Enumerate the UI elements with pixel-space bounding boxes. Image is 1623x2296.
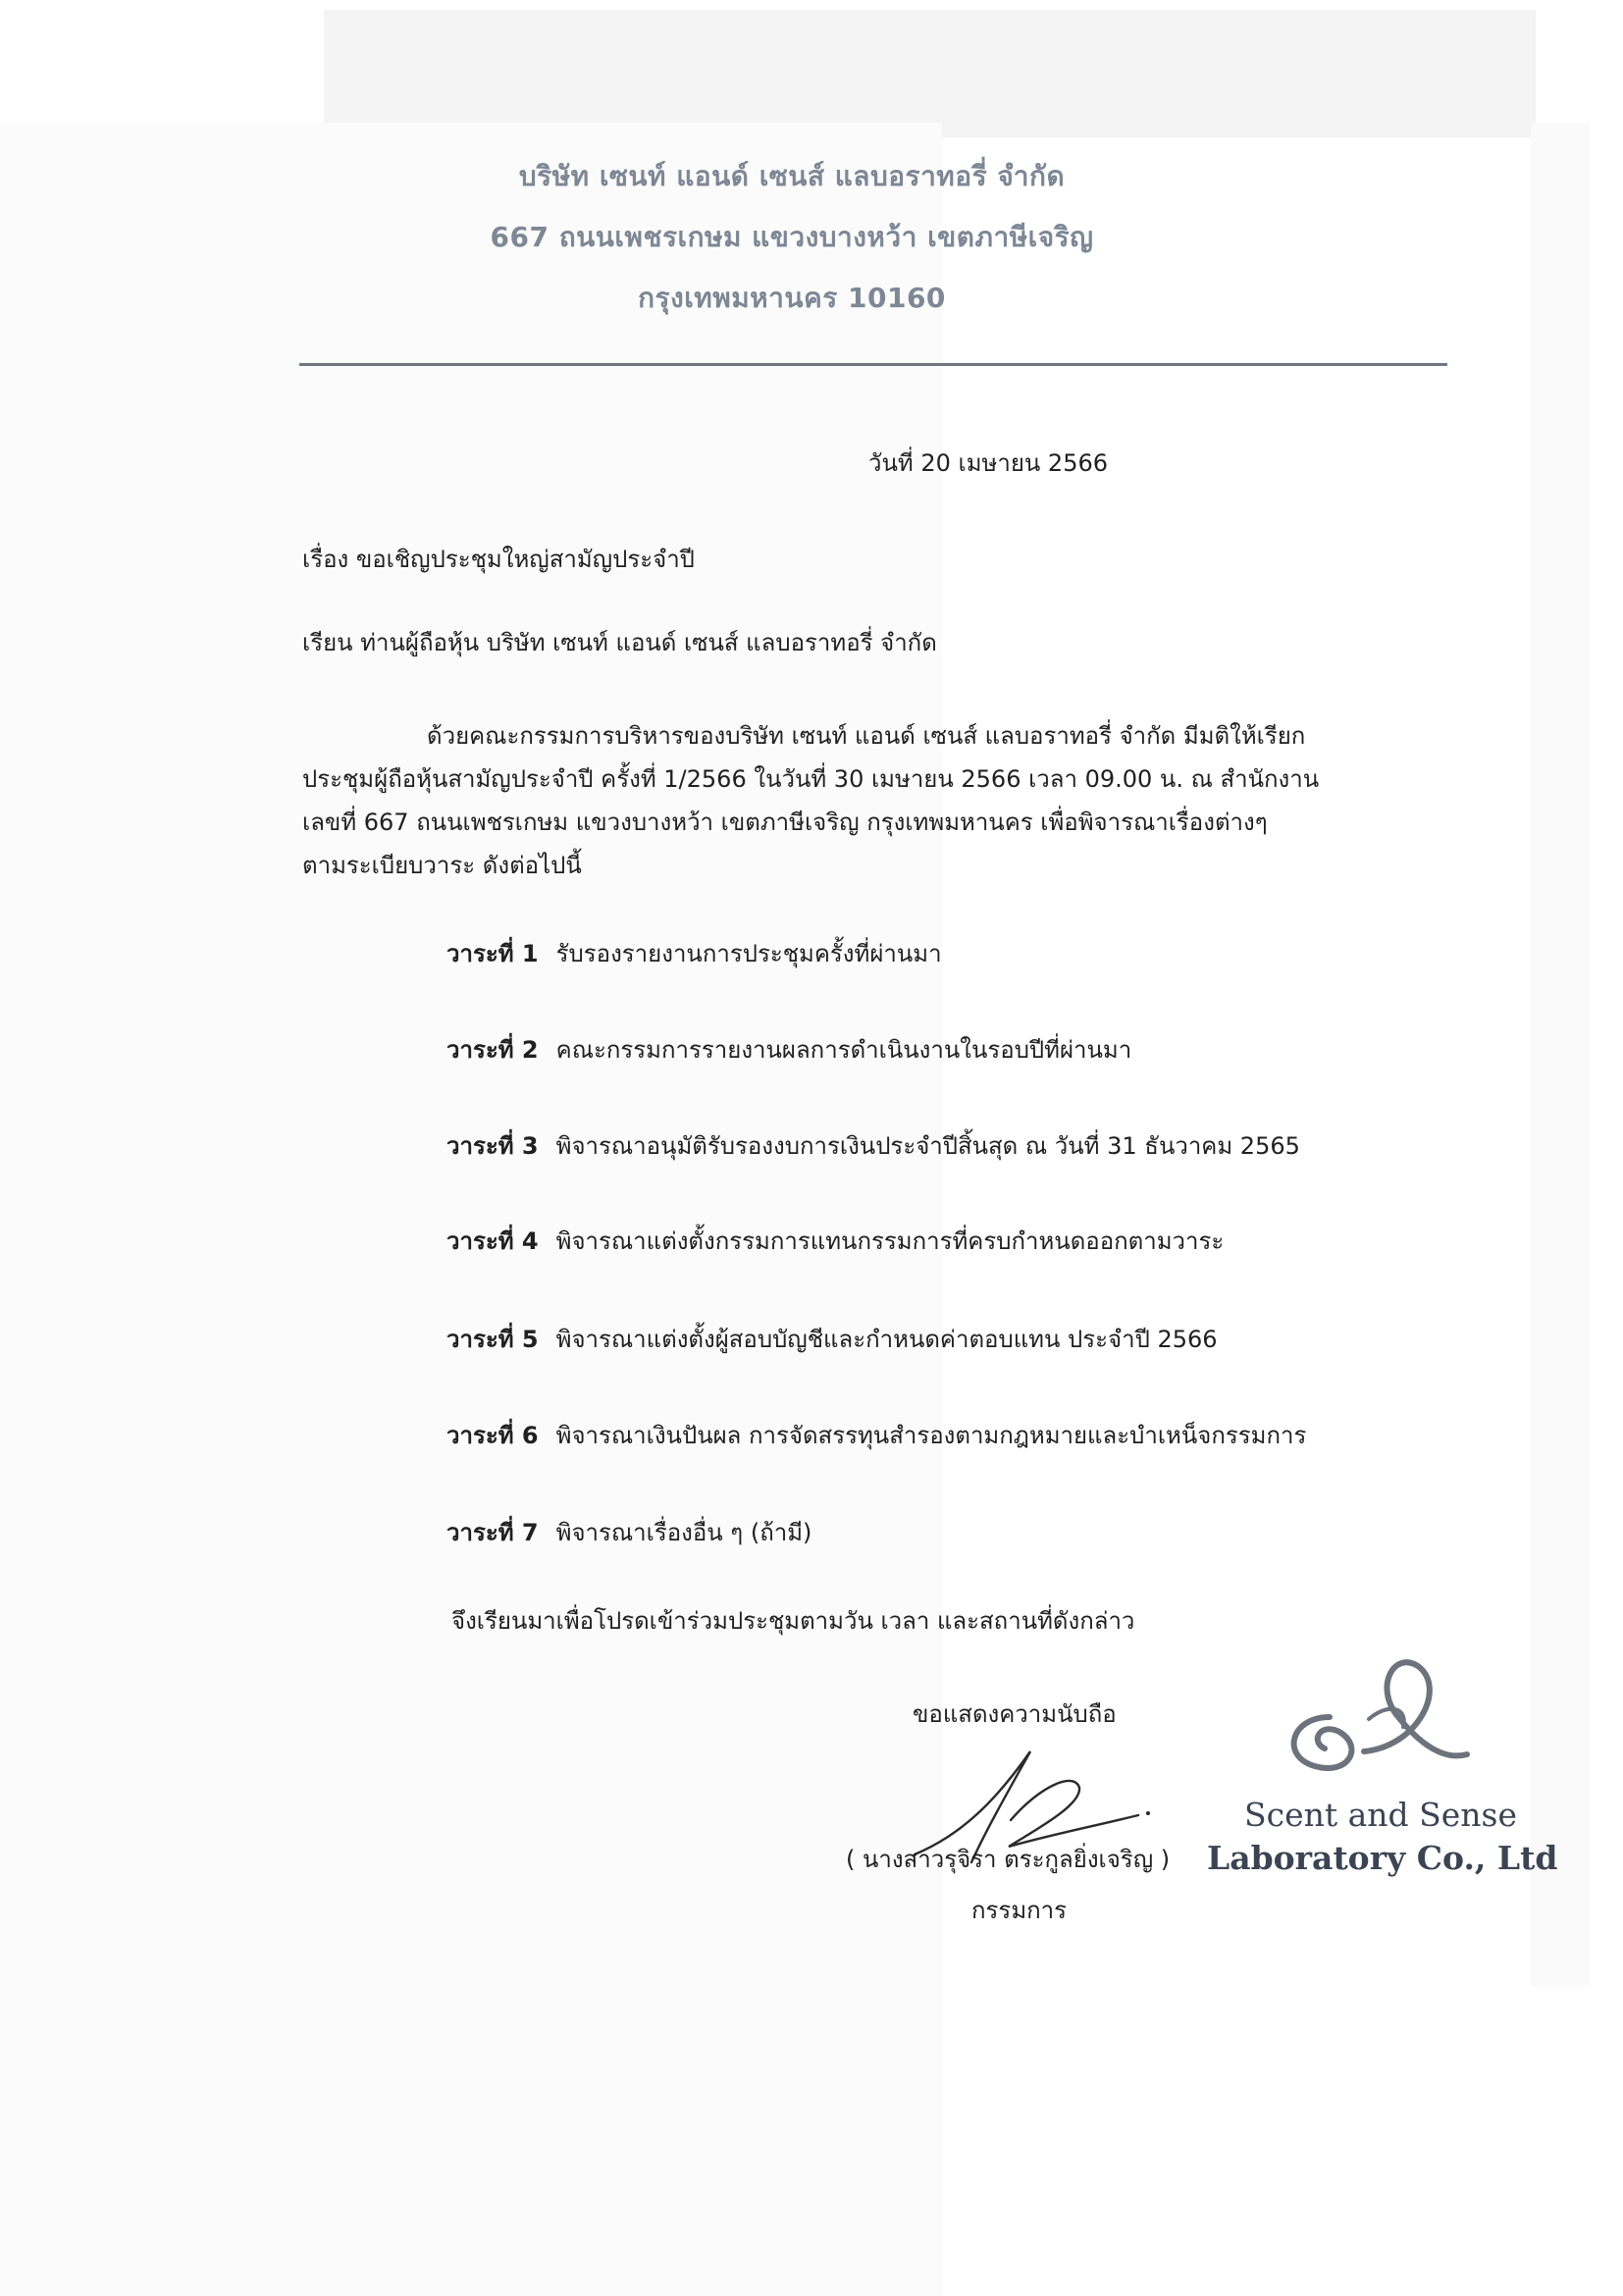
letterhead-city: กรุงเทพมหานคร 10160 bbox=[638, 282, 946, 314]
agenda-item-1 bbox=[446, 934, 942, 972]
body-line: ประชุมผู้ถือหุ้นสามัญประจำปี ครั้งที่ 1/2566 ในวันที่ 30 เมษายน 2566 เวลา 09.00 น. ณ สำนักงาน bbox=[302, 765, 1320, 793]
letter-subject: เรื่อง ขอเชิญประชุมใหญ่สามัญประจำปี bbox=[302, 546, 695, 573]
letterhead-address: 667 ถนนเพชรเกษม แขวงบางหว้า เขตภาษีเจริญ bbox=[490, 221, 1094, 253]
company-logo-icon bbox=[1271, 1648, 1477, 1796]
letter-date: วันที่ 20 เมษายน 2566 bbox=[868, 449, 1108, 477]
scan-shade-right bbox=[1531, 123, 1590, 1987]
seal-company-suffix: Laboratory Co., Ltd bbox=[1207, 1839, 1558, 1877]
body-line: เลขที่ 667 ถนนเพชรเกษม แขวงบางหว้า เขตภาษีเจริญ กรุงเทพมหานคร เพื่อพิจารณาเรื่องต่างๆ bbox=[302, 809, 1268, 836]
agenda-text: รับรองรายงานการประชุมครั้งที่ผ่านมา bbox=[555, 940, 942, 967]
agenda-label: วาระที่ 7 bbox=[446, 1519, 539, 1546]
scan-shade-top bbox=[324, 10, 1536, 137]
agenda-text: พิจารณาเงินปันผล การจัดสรรทุนสำรองตามกฎหมายและบำเหน็จกรรมการ bbox=[555, 1422, 1307, 1449]
agenda-label: วาระที่ 4 bbox=[446, 1227, 539, 1255]
agenda-item-4 bbox=[446, 1222, 1224, 1260]
letter-closing: จึงเรียนมาเพื่อโปรดเข้าร่วมประชุมตามวัน เวลา และสถานที่ดังกล่าว bbox=[451, 1607, 1135, 1635]
agenda-label: วาระที่ 3 bbox=[446, 1132, 539, 1160]
agenda-item-6 bbox=[446, 1416, 1306, 1454]
agenda-item-2 bbox=[446, 1030, 1131, 1069]
agenda-item-5 bbox=[446, 1320, 1218, 1358]
agenda-text: พิจารณาเรื่องอื่น ๆ (ถ้ามี) bbox=[555, 1519, 812, 1546]
company-seal bbox=[1207, 1648, 1558, 1894]
letter-body bbox=[302, 714, 1382, 887]
letter-regards: ขอแสดงความนับถือ bbox=[913, 1700, 1117, 1728]
letterhead-divider bbox=[299, 363, 1447, 366]
scan-shade-left bbox=[0, 123, 942, 2296]
agenda-text: พิจารณาแต่งตั้งผู้สอบบัญชีและกำหนดค่าตอบแทน ประจำปี 2566 bbox=[555, 1326, 1218, 1353]
agenda-item-7 bbox=[446, 1513, 812, 1551]
letterhead-company: บริษัท เซนท์ แอนด์ เซนส์ แลบอราทอรี่ จำกัด bbox=[518, 160, 1066, 192]
agenda-label: วาระที่ 1 bbox=[446, 940, 539, 967]
agenda-item-3 bbox=[446, 1126, 1300, 1165]
letter-recipient: เรียน ท่านผู้ถือหุ้น บริษัท เซนท์ แอนด์ เซนส์ แลบอราทอรี่ จำกัด bbox=[302, 629, 937, 656]
body-line: ตามระเบียบวาระ ดังต่อไปนี้ bbox=[302, 852, 582, 879]
agenda-text: คณะกรรมการรายงานผลการดำเนินงานในรอบปีที่ผ่านมา bbox=[555, 1036, 1132, 1064]
signer-title: กรรมการ bbox=[971, 1897, 1068, 1924]
signer-name: ( นางสาวรุจิรา ตระกูลยิ่งเจริญ ) bbox=[846, 1846, 1171, 1873]
agenda-text: พิจารณาแต่งตั้งกรรมการแทนกรรมการที่ครบกำหนดออกตามวาระ bbox=[555, 1227, 1225, 1255]
agenda-label: วาระที่ 2 bbox=[446, 1036, 539, 1064]
body-line: ด้วยคณะกรรมการบริหารของบริษัท เซนท์ แอนด์ เซนส์ แลบอราทอรี่ จำกัด มีมติให้เรียก bbox=[427, 722, 1306, 750]
agenda-label: วาระที่ 5 bbox=[446, 1326, 539, 1353]
agenda-text: พิจารณาอนุมัติรับรองงบการเงินประจำปีสิ้นสุด ณ วันที่ 31 ธันวาคม 2565 bbox=[555, 1132, 1300, 1160]
agenda-label: วาระที่ 6 bbox=[446, 1422, 539, 1449]
seal-company-name: Scent and Sense bbox=[1244, 1796, 1518, 1834]
